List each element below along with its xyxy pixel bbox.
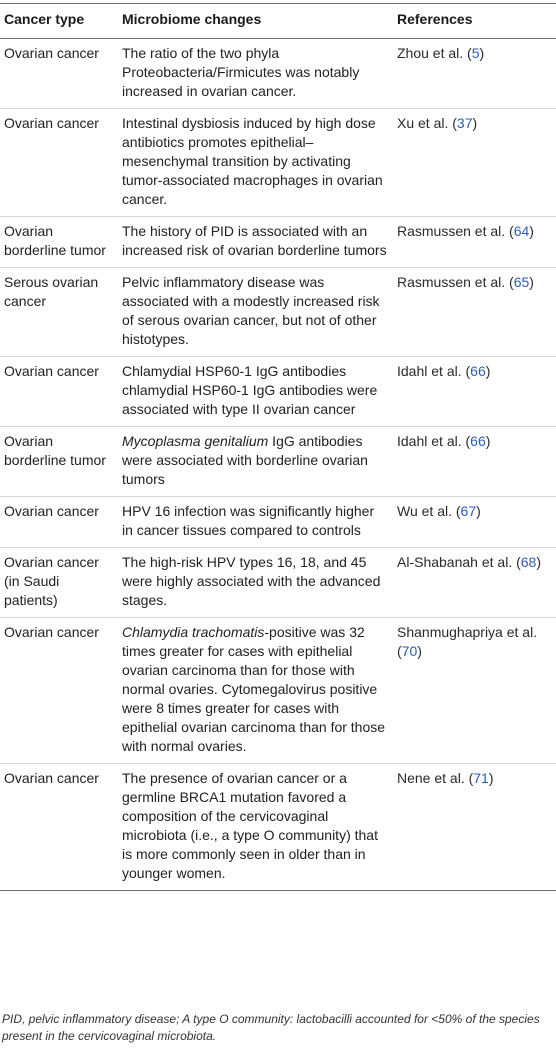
organism-name: Mycoplasma genitalium [122,433,269,449]
microbiome-changes-cell [116,497,391,548]
table-row [0,497,556,548]
table-row [0,427,556,497]
table-row [0,764,556,891]
reference-authors: Rasmussen et al. ( [397,223,514,239]
microbiome-changes-cell [116,268,391,357]
reference-close-paren: ) [476,503,481,519]
reference-cell [391,497,556,548]
microbiome-changes-cell [116,39,391,109]
cancer-type-cell: Ovarian cancer (in Saudi patients) [0,548,116,618]
changes-text: The ratio of the two phyla Proteobacteria/Firmicutes was notably increased in ovarian cancer. [122,45,360,99]
reference-authors: Idahl et al. ( [397,363,471,379]
table-row [0,217,556,268]
reference-close-paren: ) [529,274,534,290]
cancer-type-cell: Ovarian borderline tumor [0,217,116,268]
reference-cell [391,109,556,217]
changes-text: HPV 16 infection was significantly higher in cancer tissues compared to controls [122,503,375,538]
changes-text: Intestinal dysbiosis induced by high dose antibiotics promotes epithelial–mesenchymal transition by activating tumor-associated macrophages in ovarian cancer. [122,115,383,207]
cancer-type-cell: Ovarian cancer [0,497,116,548]
table-footnote: PID, pelvic inflammatory disease; A type O community: lactobacilli accounted for <50% of the species present in the cervicovaginal microbiota. [2,1012,540,1043]
cancer-type-cell: Ovarian cancer [0,357,116,427]
reference-close-paren: ) [479,45,485,61]
table-body [0,39,556,891]
microbiome-changes-cell [116,109,391,217]
reference-link[interactable]: 66 [470,363,486,379]
reference-link[interactable]: 71 [473,770,489,786]
table-row [0,618,556,764]
microbiome-changes-cell [116,217,391,268]
reference-cell [391,548,556,618]
reference-close-paren: ) [485,433,491,449]
microbiome-changes-cell [116,764,391,891]
changes-text: The history of PID is associated with an increased risk of ovarian borderline tumors [122,223,387,258]
reference-authors: Zhou et al. ( [397,45,472,61]
reference-cell [391,39,556,109]
table-header [0,4,556,39]
microbiome-changes-cell [116,427,391,497]
changes-text: Pelvic inflammatory disease was associated with a modestly increased risk of serous ovarian cancer, but not of other histotypes. [122,274,380,347]
reference-cell [391,268,556,357]
header-cancer-type: Cancer type [0,4,116,39]
reference-authors: Shanmughapriya et al. ( [397,624,538,659]
cancer-type-cell: Ovarian cancer [0,764,116,891]
changes-text: Chlamydial HSP60-1 IgG antibodies chlamydial HSP60-1 IgG antibodies were associated with type II ovarian cancer [122,363,378,417]
table-row [0,268,556,357]
microbiome-changes-cell [116,618,391,764]
header-references: References [391,4,556,39]
reference-link[interactable]: 67 [460,503,477,519]
cancer-type-cell: Ovarian cancer [0,618,116,764]
table-row [0,109,556,217]
header-microbiome-changes: Microbiome changes [116,4,391,39]
reference-link[interactable]: 37 [456,115,473,131]
reference-authors: Al-Shabanah et al. ( [397,554,521,570]
reference-authors: Xu et al. ( [397,115,457,131]
reference-link[interactable]: 66 [470,433,486,449]
reference-close-paren: ) [488,770,494,786]
reference-close-paren: ) [485,363,491,379]
cancer-type-cell: Ovarian borderline tumor [0,427,116,497]
reference-authors: Rasmussen et al. ( [397,274,514,290]
reference-link[interactable]: 70 [401,643,418,659]
reference-link[interactable]: 64 [513,223,530,239]
cancer-type-cell: Serous ovarian cancer [0,268,116,357]
reference-close-paren: ) [529,223,534,239]
microbiome-changes-cell [116,357,391,427]
changes-text: -positive was 32 times greater for cases with epithelial ovarian carcinoma than for those with normal ovaries. Cytomegalovirus positive were 8 times greater for cases with epithelial ovarian carcinoma than for those with normal ovaries. [122,624,386,754]
table-row [0,548,556,618]
table-row [0,39,556,109]
reference-link[interactable]: 68 [520,554,537,570]
changes-text: The high-risk HPV types 16, 18, and 45 were highly associated with the advanced stages. [122,554,381,608]
reference-close-paren: ) [536,554,541,570]
reference-close-paren: ) [417,643,422,659]
reference-cell [391,217,556,268]
reference-authors: Nene et al. ( [397,770,474,786]
cancer-type-cell: Ovarian cancer [0,39,116,109]
reference-close-paren: ) [472,115,478,131]
reference-authors: Idahl et al. ( [397,433,471,449]
changes-text: The presence of ovarian cancer or a germline BRCA1 mutation favored a composition of the cervicovaginal microbiota (i.e., a type O community) that is more commonly seen in older than in younger women. [122,770,378,881]
reference-cell [391,427,556,497]
reference-link[interactable]: 65 [513,274,530,290]
organism-name: Chlamydia trachomatis [122,624,265,640]
table-row [0,357,556,427]
changes-text: IgG antibodies were associated with borderline ovarian tumors [122,433,368,487]
reference-cell [391,618,556,764]
reference-cell [391,357,556,427]
microbiome-table [0,3,556,891]
reference-cell [391,764,556,891]
cancer-type-cell: Ovarian cancer [0,109,116,217]
reference-authors: Wu et al. ( [397,503,461,519]
reference-link[interactable]: 5 [471,45,480,61]
header-row [0,4,556,39]
microbiome-changes-cell [116,548,391,618]
